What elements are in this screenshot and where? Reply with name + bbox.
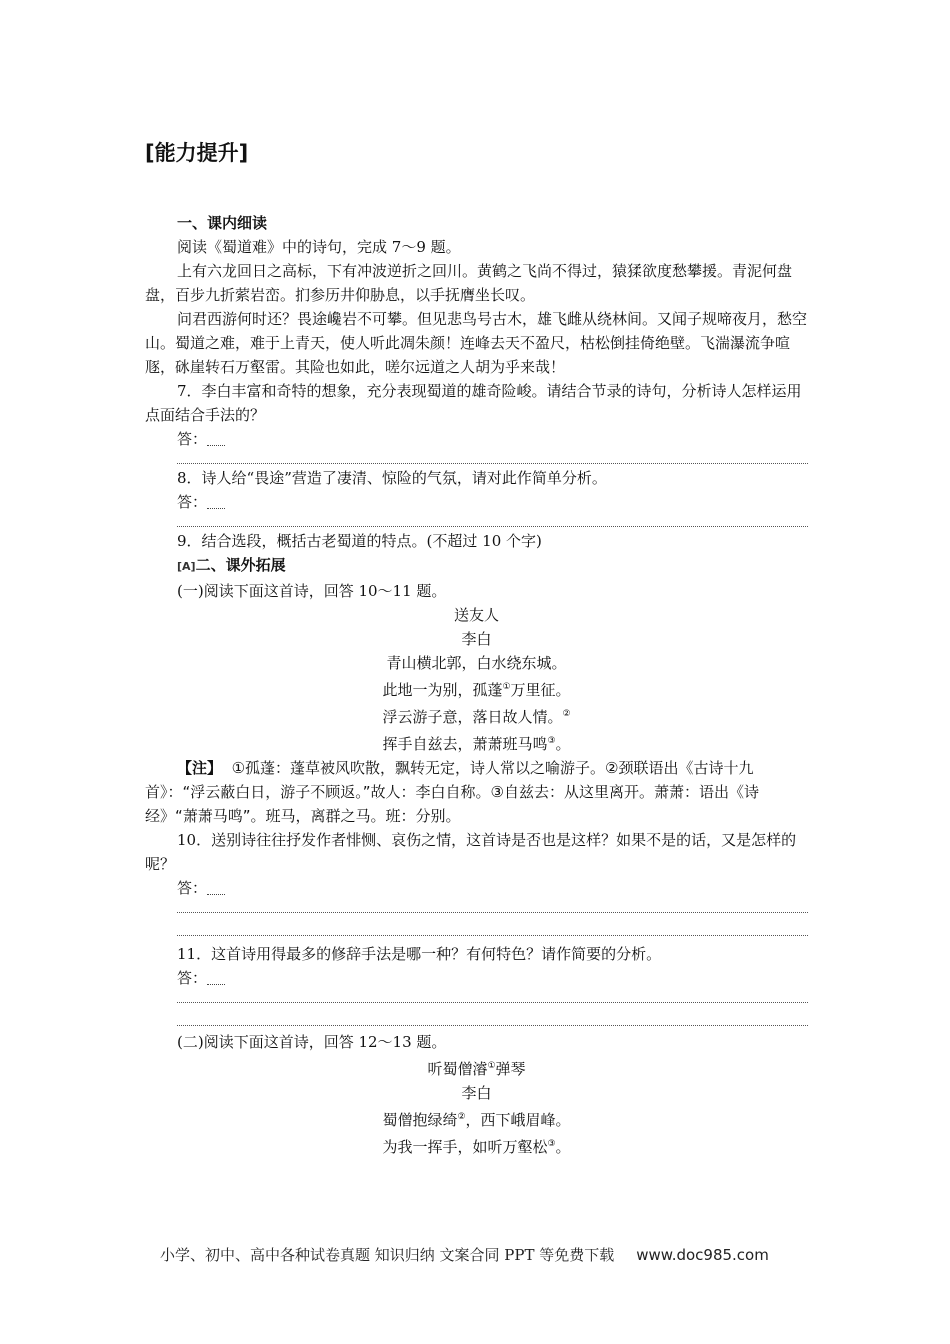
- part2-intro: (二)阅读下面这首诗，回答 12～13 题。: [177, 1033, 447, 1051]
- passage-paragraph-1: 上有六龙回日之高标，下有冲波逆折之回川。黄鹤之飞尚不得过，猿猱欲度愁攀援。青泥何盘盘，百步九折萦岩峦。扪参历井仰胁息，以手抚膺坐长叹。: [145, 262, 793, 304]
- question-10: 10．送别诗往往抒发作者悱恻、哀伤之情，这首诗是否也是这样？如果不是的话，又是怎样的呢？: [145, 831, 797, 873]
- passage-paragraph-2: 问君西游何时还？畏途巉岩不可攀。但见悲鸟号古木，雄飞雌从绕林间。又闻子规啼夜月，愁空山。蜀道之难，难于上青天，使人听此凋朱颜！连峰去天不盈尺，枯松倒挂倚绝壁。飞湍瀑流争喧豗，砯崖转石万壑雷。其险也如此，嗟尔远道之人胡为乎来哉！: [145, 310, 808, 376]
- page-footer: [160, 1244, 769, 1265]
- part1-intro: (一)阅读下面这首诗，回答 10～11 题。: [177, 582, 447, 600]
- poem1-note: [145, 756, 808, 828]
- footer-url[interactable]: www.doc985.com: [636, 1246, 769, 1264]
- page-heading: [能力提升]: [145, 141, 249, 165]
- poem1-line: 青山横北郭，白水绕东城。: [386, 654, 567, 672]
- answer-line[interactable]: [177, 1013, 808, 1026]
- answer-row-7: [145, 427, 808, 451]
- poem1-line: 浮云游子意，落日故人情。②: [382, 708, 571, 726]
- poem1-line: 挥手自兹去，萧萧班马鸣③。: [382, 735, 571, 753]
- footer-text: 小学、初中、高中各种试卷真题 知识归纳 文案合同 PPT 等免费下载: [160, 1246, 615, 1264]
- poem2-author: 李白: [461, 1084, 492, 1102]
- section2-title-row: [145, 553, 808, 579]
- poem1-title: 送友人: [453, 606, 499, 624]
- answer-line[interactable]: [177, 990, 808, 1003]
- poem2-line: 为我一挥手，如听万壑松③。: [382, 1138, 571, 1156]
- question-8: 8．诗人给“畏途”营造了凄清、惊险的气氛，请对此作简单分析。: [177, 469, 607, 487]
- answer-label: 答：: [177, 430, 208, 448]
- question-11: 11．这首诗用得最多的修辞手法是哪一种？有何特色？请作简要的分析。: [177, 945, 662, 963]
- answer-blank[interactable]: [207, 970, 225, 985]
- section1-intro: 阅读《蜀道难》中的诗句，完成 7～9 题。: [177, 238, 461, 256]
- answer-row-10: [145, 876, 808, 900]
- answer-blank[interactable]: [207, 431, 225, 446]
- answer-row-11: [145, 966, 808, 990]
- answer-label: 答：: [177, 879, 208, 897]
- poem1-line: 此地一为别，孤蓬①万里征。: [382, 681, 571, 699]
- answer-blank[interactable]: [207, 880, 225, 895]
- answer-row-8: [145, 490, 808, 514]
- question-7: 7．李白丰富和奇特的想象，充分表现蜀道的雄奇险峻。请结合节录的诗句，分析诗人怎样运用点面结合手法的？: [145, 382, 802, 424]
- answer-line[interactable]: [177, 514, 808, 527]
- poem2-title: 听蜀僧濬①弹琴: [427, 1060, 526, 1078]
- answer-line[interactable]: [177, 923, 808, 936]
- answer-label: 答：: [177, 493, 208, 511]
- poem1-author: 李白: [461, 630, 492, 648]
- poem2-line: 蜀僧抱绿绮②，西下峨眉峰。: [382, 1111, 571, 1129]
- section1-title: 一、课内细读: [177, 214, 268, 232]
- question-9: 9．结合选段，概括古老蜀道的特点。(不超过 10 个字): [177, 532, 542, 550]
- section2-mark: [A]: [177, 560, 196, 573]
- answer-line[interactable]: [177, 451, 808, 464]
- section2-title: 二、课外拓展: [195, 556, 286, 574]
- note-label: 【注】: [177, 759, 223, 777]
- document-body: [145, 211, 808, 1159]
- answer-label: 答：: [177, 969, 208, 987]
- note-text: ①孤蓬：蓬草被风吹散，飘转无定，诗人常以之喻游子。②颈联语出《古诗十九首》：“浮云蔽白日，游子不顾返。”故人：李白自称。③自兹去：从这里离开。萧萧：语出《诗经》“萧萧马鸣”。班马，离群之马。班：分别。: [145, 759, 759, 825]
- answer-line[interactable]: [177, 900, 808, 913]
- answer-blank[interactable]: [207, 494, 225, 509]
